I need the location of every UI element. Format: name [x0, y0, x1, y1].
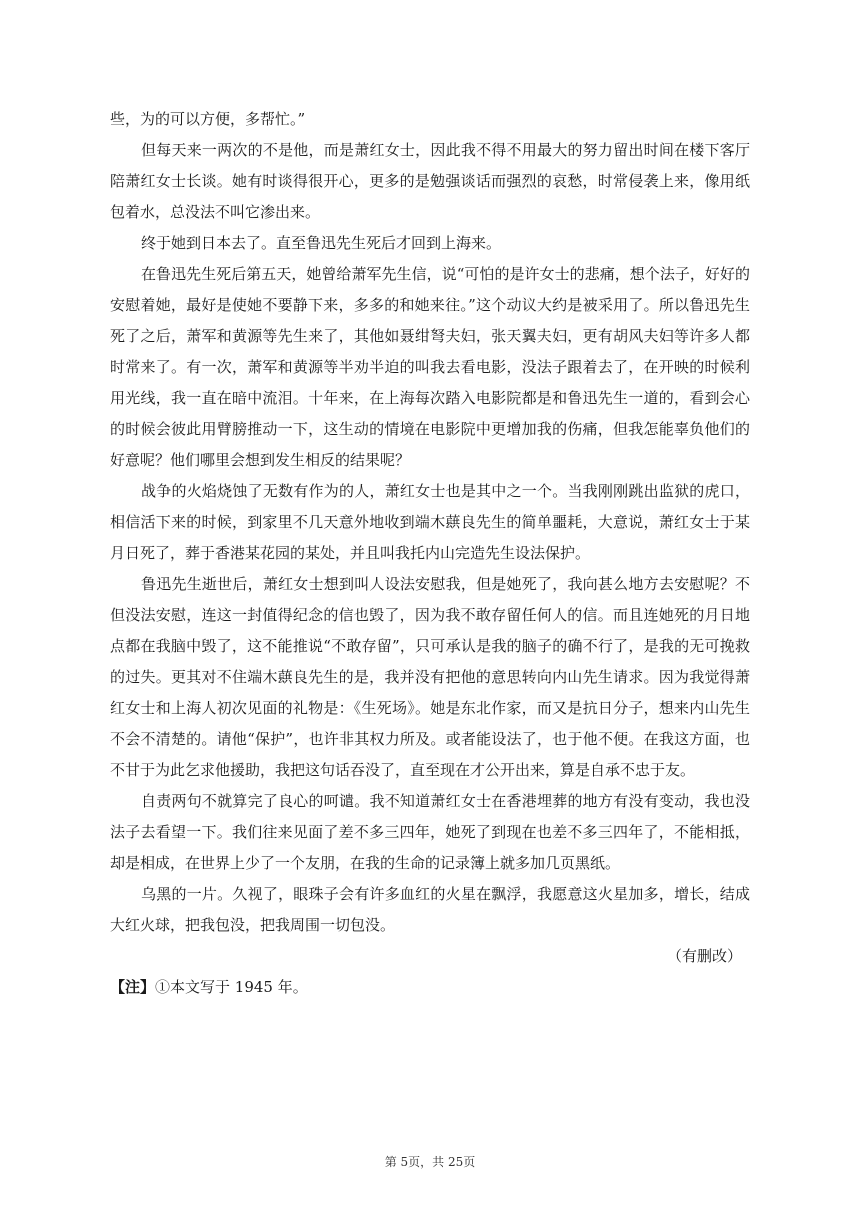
paragraph-2: 但每天来一两次的不是他，而是萧红女士，因此我不得不用最大的努力留出时间在楼下客厅陪萧红女士长谈。她有时谈得很开心，更多的是勉强谈话而强烈的哀愁，时常侵袭上来，像用纸包着水，总没法不叫它渗出来。	[110, 141, 750, 221]
paragraph-1: 些，为的可以方便，多帮忙。”	[110, 110, 306, 128]
paragraph-3: 终于她到日本去了。直至鲁迅先生死后才回到上海来。	[141, 234, 502, 252]
footnote-label: 【注】	[110, 978, 156, 996]
article-body	[110, 104, 750, 1003]
footnote	[110, 972, 750, 1003]
page-number: 第 5页，共 25页	[384, 1155, 476, 1169]
source-note: （有删改）	[666, 947, 742, 965]
paragraph-7: 自责两句不就算完了良心的呵谴。我不知道萧红女士在香港埋葬的地方有没有变动，我也没法子去看望一下。我们往来见面了差不多三四年，她死了到现在也差不多三四年了，不能相抵，却是相成，在世界上少了一个友朋，在我的生命的记录簿上就多加几页黑纸。	[110, 792, 750, 872]
paragraph-8: 乌黑的一片。久视了，眼珠子会有许多血红的火星在飘浮，我愿意这火星加多，增长，结成大红火球，把我包没，把我周围一切包没。	[110, 885, 750, 934]
paragraph-6: 鲁迅先生逝世后，萧红女士想到叫人设法安慰我，但是她死了，我向甚么地方去安慰呢？不但没法安慰，连这一封值得纪念的信也毁了，因为我不敢存留任何人的信。而且连她死的月日地点都在我脑中毁了，这不能推说“不敢存留”，只可承认是我的脑子的确不行了，是我的无可挽救的过失。更其对不住端木蕻良先生的是，我并没有把他的意思转向内山先生请求。因为我觉得萧红女士和上海人初次见面的礼物是：《生死场》。她是东北作家，而又是抗日分子，想来内山先生不会不清楚的。请他“保护”，也许非其权力所及。或者能设法了，也于他不便。在我这方面，也不甘于为此乞求他援助，我把这句话吞没了，直至现在才公开出来，算是自承不忠于友。	[110, 575, 750, 779]
paragraph-5: 战争的火焰烧蚀了无数有作为的人，萧红女士也是其中之一个。当我刚刚跳出监狱的虎口，相信活下来的时候，到家里不几天意外地收到端木蕻良先生的简单噩耗，大意说，萧红女士于某月日死了，葬于香港某花园的某处，并且叫我托内山完造先生设法保护。	[110, 482, 750, 562]
footnote-text: ①本文写于 1945 年。	[155, 978, 308, 996]
paragraph-4: 在鲁迅先生死后第五天，她曾给萧军先生信，说“可怕的是许女士的悲痛，想个法子，好好的安慰着她，最好是使她不要静下来，多多的和她来往。”这个动议大约是被采用了。所以鲁迅先生死了之后，萧军和黄源等先生来了，其他如聂绀弩夫妇，张天翼夫妇，更有胡风夫妇等许多人都时常来了。有一次，萧军和黄源等半劝半迫的叫我去看电影，没法子跟着去了，在开映的时候利用光线，我一直在暗中流泪。十年来，在上海每次踏入电影院都是和鲁迅先生一道的，看到会心的时候会彼此用臂膀推动一下，这生动的情境在电影院中更增加我的伤痛，但我怎能辜负他们的好意呢？他们哪里会想到发生相反的结果呢？	[110, 265, 750, 469]
